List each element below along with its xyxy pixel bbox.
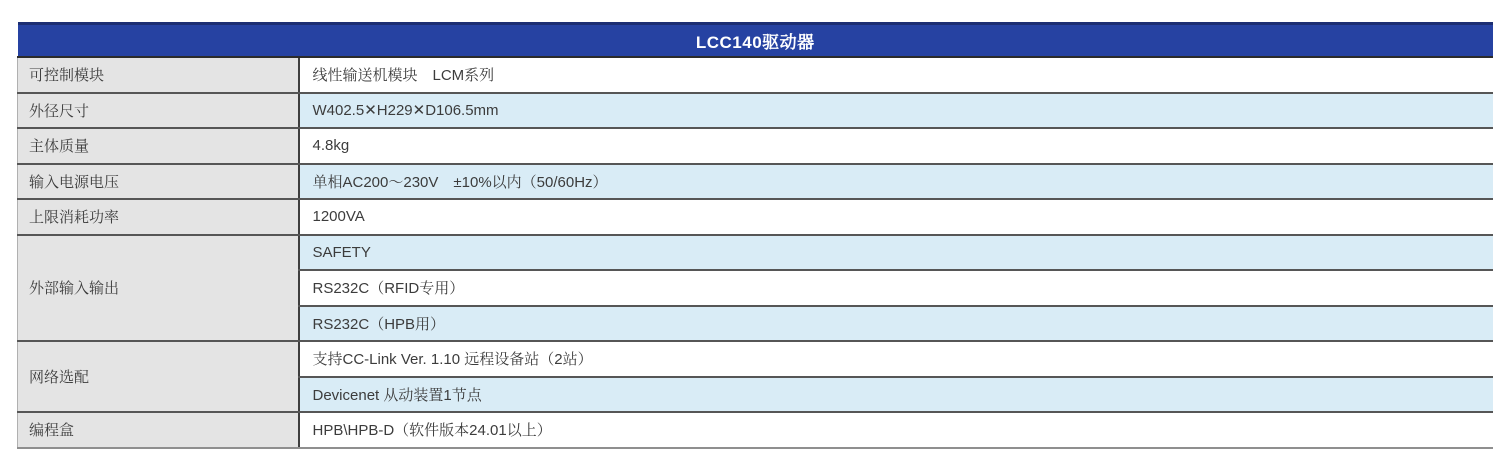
row-value: 1200VA	[299, 199, 1494, 235]
table-row	[18, 93, 1494, 129]
row-label: 外部输入输出	[18, 235, 299, 342]
table-title: LCC140驱动器	[18, 24, 1494, 58]
table-row	[18, 164, 1494, 200]
row-value: 支持CC-Link Ver. 1.10 远程设备站（2站）	[299, 341, 1494, 377]
table-row	[18, 57, 1494, 93]
row-label: 可控制模块	[18, 57, 299, 93]
row-value: Devicenet 从动装置1节点	[299, 377, 1494, 413]
row-label: 输入电源电压	[18, 164, 299, 200]
row-value: SAFETY	[299, 235, 1494, 271]
table-row	[18, 412, 1494, 448]
spec-table	[17, 22, 1493, 449]
row-value: 4.8kg	[299, 128, 1494, 164]
row-value: HPB\HPB-D（软件版本24.01以上）	[299, 412, 1494, 448]
row-label: 网络选配	[18, 341, 299, 412]
row-label: 上限消耗功率	[18, 199, 299, 235]
table-row	[18, 341, 1494, 377]
row-label: 外径尺寸	[18, 93, 299, 129]
row-label: 主体质量	[18, 128, 299, 164]
table-header-row	[18, 24, 1494, 58]
table-row	[18, 235, 1494, 271]
row-value: 单相AC200〜230V ±10%以内（50/60Hz）	[299, 164, 1494, 200]
table-row	[18, 128, 1494, 164]
row-value: 线性输送机模块 LCM系列	[299, 57, 1494, 93]
row-value: RS232C（RFID专用）	[299, 270, 1494, 306]
row-label: 编程盒	[18, 412, 299, 448]
table-row	[18, 199, 1494, 235]
row-value: W402.5✕H229✕D106.5mm	[299, 93, 1494, 129]
row-value: RS232C（HPB用）	[299, 306, 1494, 342]
